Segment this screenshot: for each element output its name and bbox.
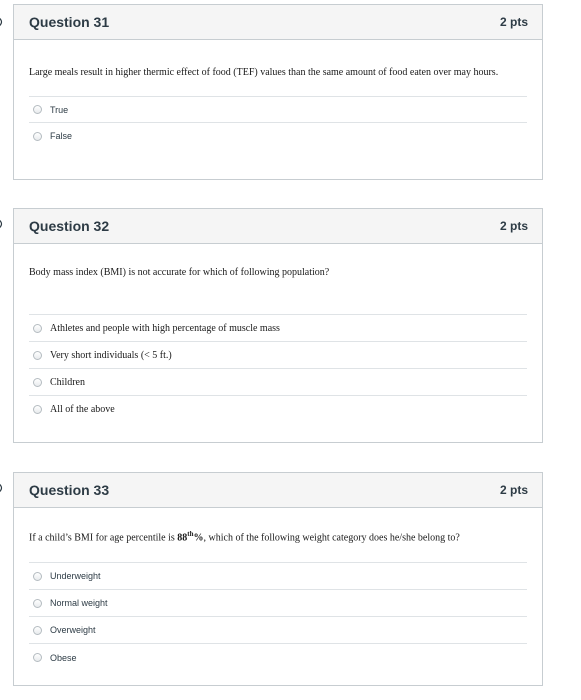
question-body bbox=[14, 508, 542, 671]
question-text: Large meals result in higher thermic effect of food (TEF) values than the same amount of food eaten over may hours. bbox=[29, 67, 499, 78]
answer-list bbox=[29, 562, 527, 671]
answer-label: All of the above bbox=[50, 404, 115, 415]
percentile-value: 88 bbox=[177, 532, 188, 544]
percent-sign: % bbox=[193, 532, 204, 544]
question-title: Question 32 bbox=[29, 218, 110, 234]
answer-option-normal-weight[interactable] bbox=[29, 590, 527, 617]
question-points: 2 pts bbox=[499, 15, 528, 29]
question-points: 2 pts bbox=[499, 219, 528, 233]
question-text bbox=[29, 508, 527, 562]
chevron-right-icon bbox=[0, 482, 7, 494]
answer-option-overweight[interactable] bbox=[29, 617, 527, 644]
question-text: Body mass index (BMI) is not accurate for which of following population? bbox=[29, 267, 330, 278]
radio-unselected-icon[interactable] bbox=[33, 653, 42, 662]
chevron-right-icon bbox=[0, 16, 7, 28]
answer-list bbox=[29, 314, 527, 423]
question-33 bbox=[13, 472, 543, 686]
answer-option-short-individuals[interactable] bbox=[29, 342, 527, 369]
answer-label: Overweight bbox=[50, 625, 96, 636]
question-31 bbox=[13, 4, 543, 180]
answer-label: Underweight bbox=[50, 571, 101, 582]
radio-unselected-icon[interactable] bbox=[33, 378, 42, 387]
answer-option-children[interactable] bbox=[29, 369, 527, 396]
answer-label: Very short individuals (< 5 ft.) bbox=[50, 349, 172, 361]
answer-option-obese[interactable] bbox=[29, 644, 527, 671]
radio-unselected-icon[interactable] bbox=[33, 105, 42, 114]
answer-option-false[interactable] bbox=[29, 123, 527, 149]
radio-unselected-icon[interactable] bbox=[33, 572, 42, 581]
question-title: Question 33 bbox=[29, 482, 110, 498]
question-body bbox=[14, 244, 542, 423]
question-header bbox=[14, 209, 542, 244]
radio-unselected-icon[interactable] bbox=[33, 351, 42, 360]
question-title: Question 31 bbox=[29, 14, 110, 30]
answer-option-underweight[interactable] bbox=[29, 563, 527, 590]
radio-unselected-icon[interactable] bbox=[33, 599, 42, 608]
question-32 bbox=[13, 208, 543, 443]
answer-label: False bbox=[50, 131, 73, 141]
radio-unselected-icon[interactable] bbox=[33, 324, 42, 333]
answer-label: Children bbox=[50, 376, 85, 388]
question-header bbox=[14, 473, 542, 508]
percentile-suffix: th bbox=[187, 530, 194, 538]
question-body bbox=[14, 40, 542, 149]
question-header bbox=[14, 5, 542, 40]
chevron-right-icon bbox=[0, 218, 7, 230]
answer-option-true[interactable] bbox=[29, 97, 527, 123]
question-text-part: , which of the following weight category does he/she belong to? bbox=[203, 532, 460, 544]
question-text-part: If a child’s BMI for age percentile is bbox=[29, 532, 178, 544]
radio-unselected-icon[interactable] bbox=[33, 405, 42, 414]
answer-label: Athletes and people with high percentage of muscle mass bbox=[50, 322, 280, 334]
radio-unselected-icon[interactable] bbox=[33, 132, 42, 141]
answer-label: Normal weight bbox=[50, 598, 108, 609]
answer-option-athletes[interactable] bbox=[29, 315, 527, 342]
radio-unselected-icon[interactable] bbox=[33, 626, 42, 635]
question-points: 2 pts bbox=[499, 483, 528, 497]
answer-label: Obese bbox=[50, 652, 77, 663]
answer-label: True bbox=[50, 104, 69, 115]
answer-option-all[interactable] bbox=[29, 396, 527, 423]
answer-list bbox=[29, 96, 527, 149]
